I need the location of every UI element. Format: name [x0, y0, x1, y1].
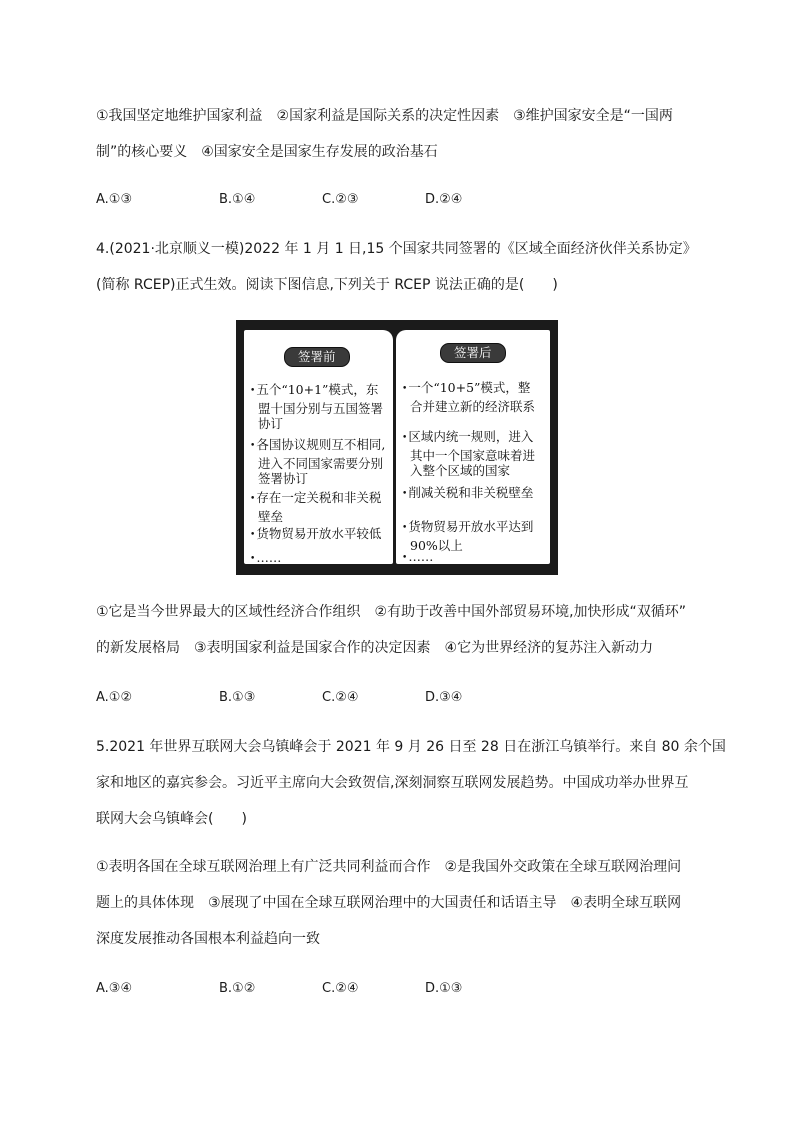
after-signing-tag: 签署后 [440, 343, 506, 363]
before-item-5: • …… [250, 550, 398, 569]
q4-option-c[interactable]: C.②④ [322, 690, 359, 705]
after-item-3: • 削减关税和非关税壁垒 [402, 485, 554, 504]
q4-statements-line-1: ①它是当今世界最大的区域性经济合作组织 ②有助于改善中国外部贸易环境,加快形成“双循环” [96, 604, 687, 620]
q5-statements-line-3: 深度发展推动各国根本利益趋向一致 [96, 931, 320, 947]
q4-option-b[interactable]: B.①③ [219, 690, 256, 705]
q4-option-a[interactable]: A.①② [96, 690, 133, 705]
before-signing-tag: 签署前 [284, 347, 350, 367]
q3-option-d[interactable]: D.②④ [425, 192, 463, 207]
after-item-5: • …… [402, 549, 554, 568]
q5-option-d[interactable]: D.①③ [425, 981, 463, 996]
q3-option-a[interactable]: A.①③ [96, 192, 133, 207]
after-item-2: • 区域内统一规则，进入 其中一个国家意味着进 入整个区域的国家 [402, 429, 554, 479]
q5-option-a[interactable]: A.③④ [96, 981, 133, 996]
q3-option-c[interactable]: C.②③ [322, 192, 359, 207]
after-item-4: • 货物贸易开放水平达到 90%以上 [402, 519, 554, 553]
q4-stem-line-1: 4.(2021·北京顺义一模)2022 年 1 月 1 日,15 个国家共同签署的《区域全面经济伙伴关系协定》 [96, 241, 697, 257]
rcep-comparison-figure [236, 320, 558, 575]
q5-option-c[interactable]: C.②④ [322, 981, 359, 996]
q5-stem-line-1: 5.2021 年世界互联网大会乌镇峰会于 2021 年 9 月 26 日至 28 日在浙江乌镇举行。来自 80 余个国 [96, 739, 726, 755]
before-item-2: • 各国协议规则互不相同, 进入不同国家需要分别 签署协订 [250, 437, 398, 487]
q5-stem-line-2: 家和地区的嘉宾参会。习近平主席向大会致贺信,深刻洞察互联网发展趋势。中国成功举办世界互 [96, 775, 689, 791]
q5-option-b[interactable]: B.①② [219, 981, 256, 996]
q5-stem-line-3: 联网大会乌镇峰会( ) [96, 811, 247, 827]
before-item-4: • 货物贸易开放水平较低 [250, 526, 398, 545]
before-item-3: • 存在一定关税和非关税 壁垒 [250, 490, 398, 524]
q5-statements-line-1: ①表明各国在全球互联网治理上有广泛共同利益而合作 ②是我国外交政策在全球互联网治理问 [96, 859, 682, 875]
q4-stem-line-2: (简称 RCEP)正式生效。阅读下图信息,下列关于 RCEP 说法正确的是( ) [96, 277, 558, 293]
q5-statements-line-2: 题上的具体体现 ③展现了中国在全球互联网治理中的大国责任和话语主导 ④表明全球互联网 [96, 895, 682, 911]
q4-statements-line-2: 的新发展格局 ③表明国家利益是国家合作的决定因素 ④它为世界经济的复苏注入新动力 [96, 640, 654, 656]
after-item-1: • 一个“10+5”模式，整 合并建立新的经济联系 [402, 380, 554, 414]
before-item-1: • 五个“10+1”模式，东 盟十国分别与五国签署 协订 [250, 382, 398, 432]
q4-option-d[interactable]: D.③④ [425, 690, 463, 705]
figure-right-page [396, 330, 550, 564]
figure-left-page [244, 330, 393, 564]
q3-option-b[interactable]: B.①④ [219, 192, 256, 207]
q3-statements-line-2: 制”的核心要义 ④国家安全是国家生存发展的政治基石 [96, 144, 438, 160]
q3-statements-line-1: ①我国坚定地维护国家利益 ②国家利益是国际关系的决定性因素 ③维护国家安全是“一国两 [96, 108, 673, 124]
